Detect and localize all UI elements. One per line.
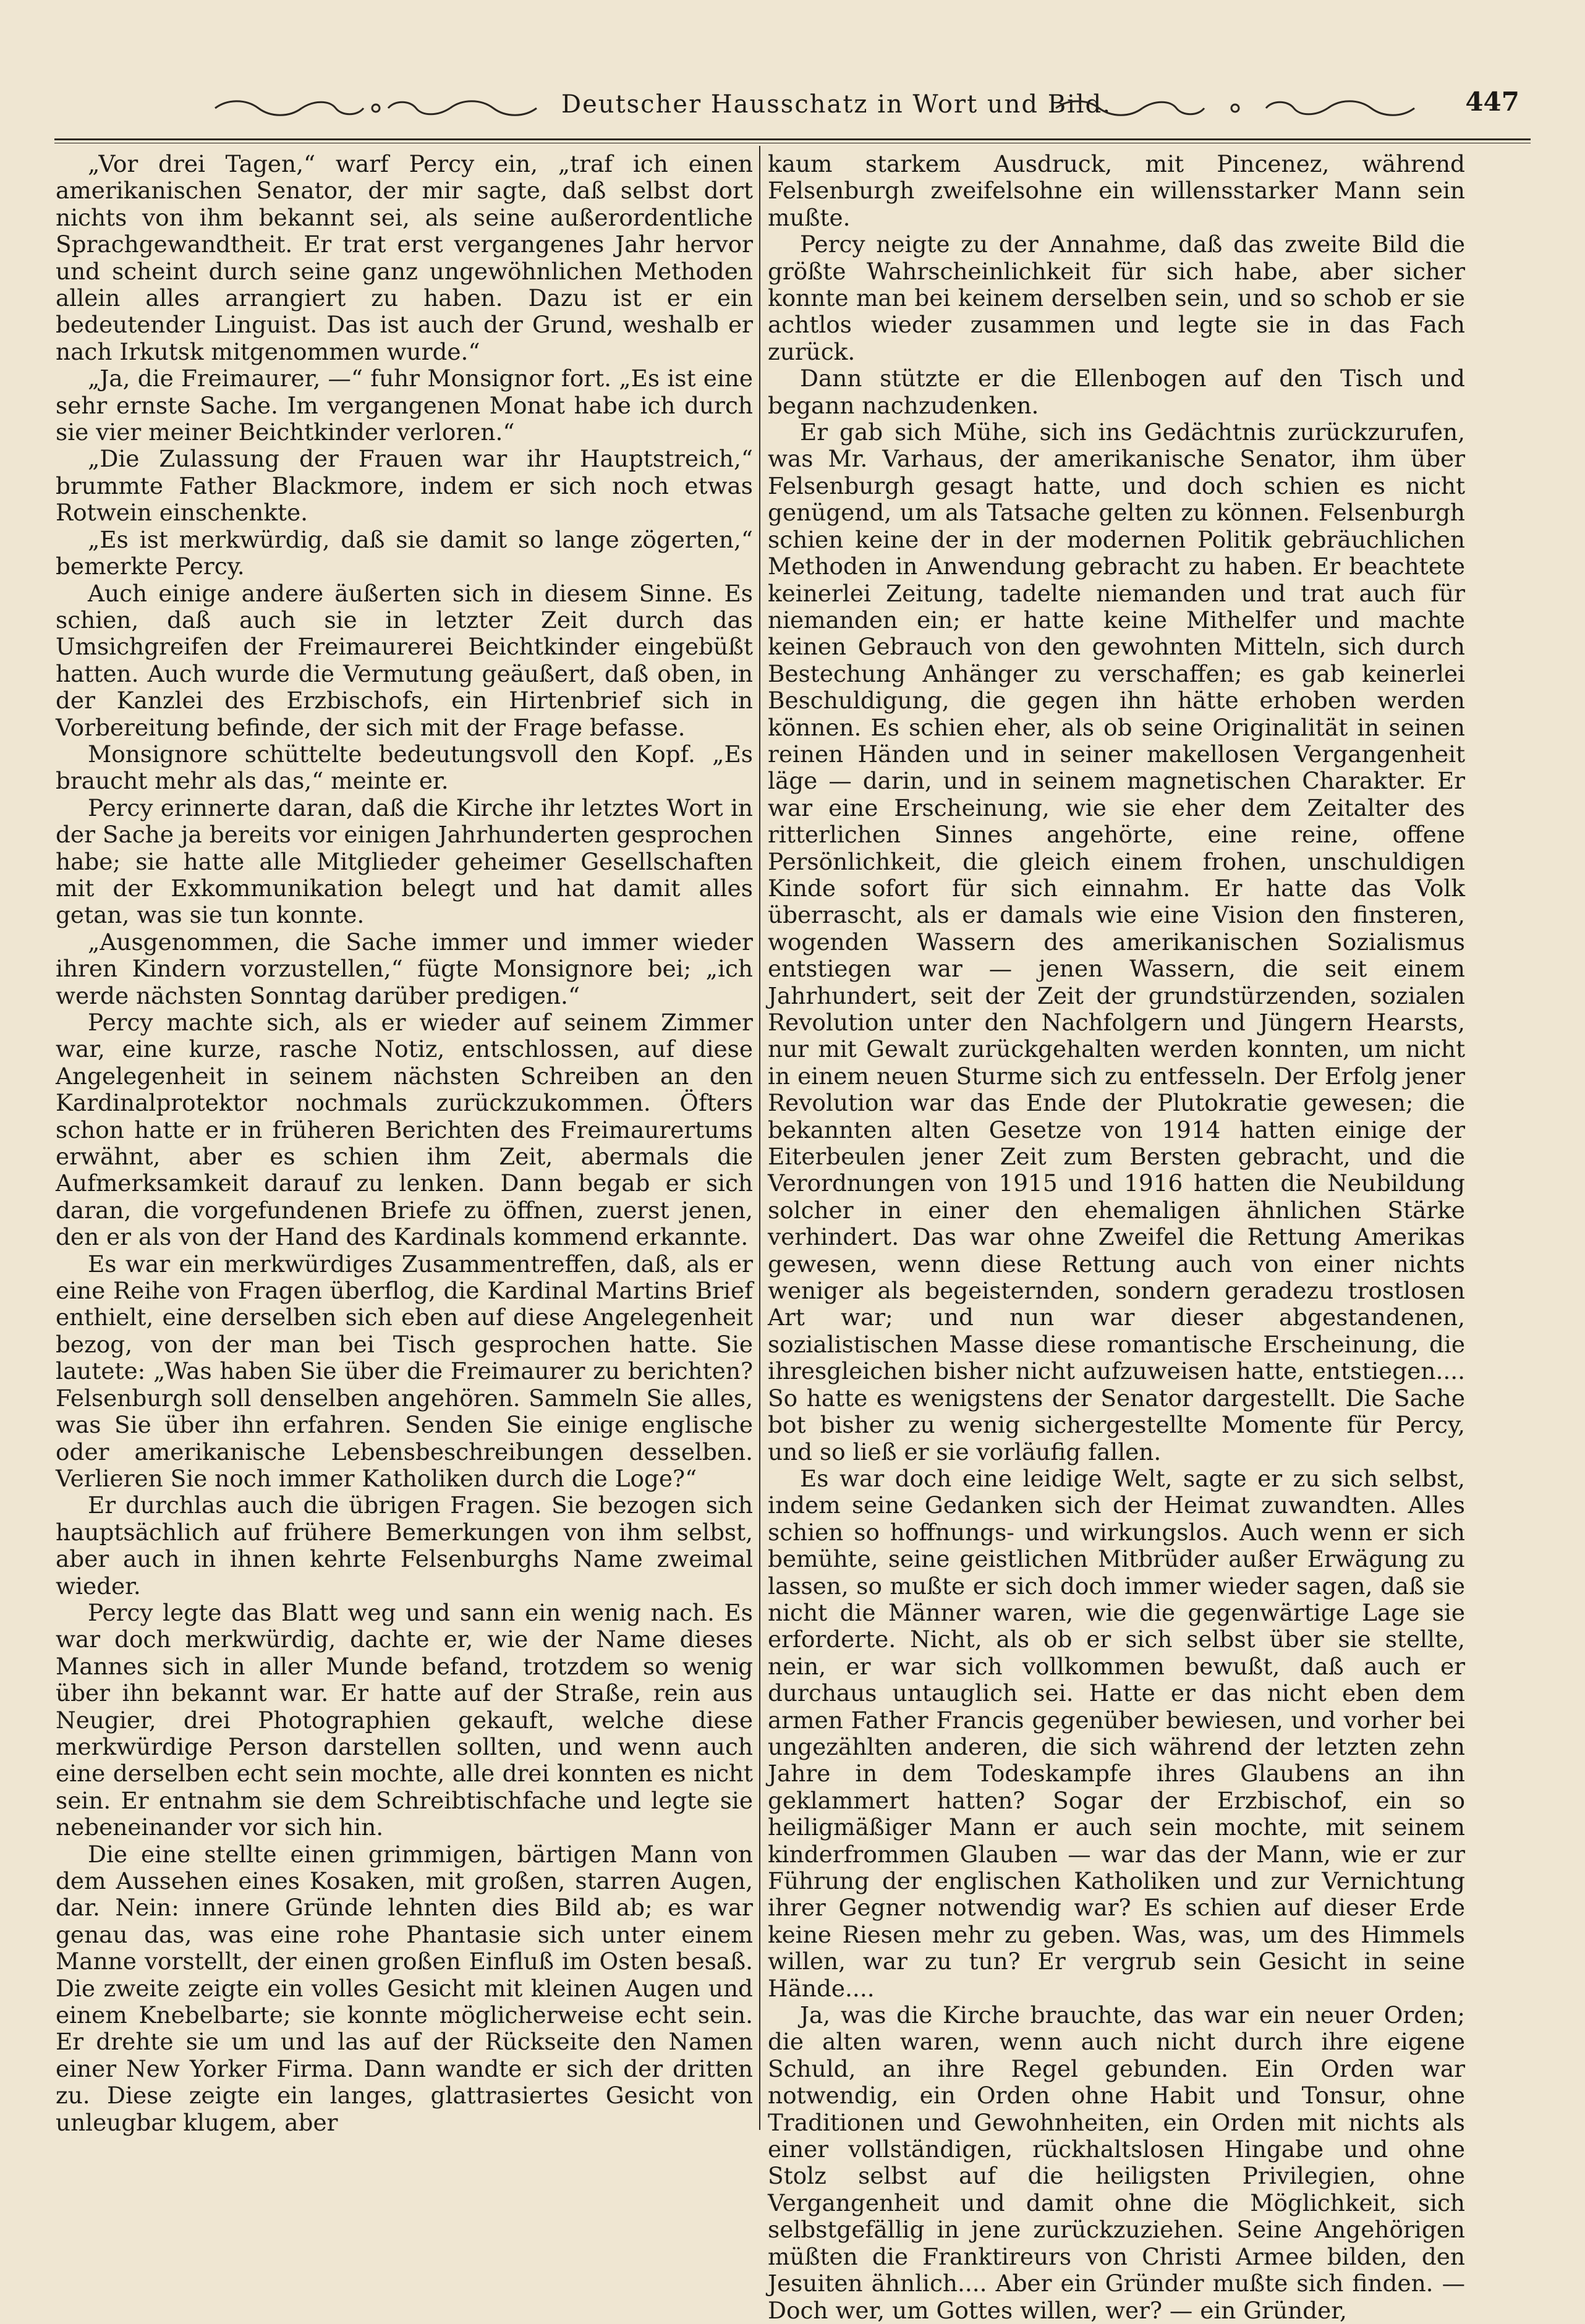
header-rule [54, 138, 1531, 140]
page-header [54, 87, 1531, 130]
paragraph: „Vor drei Tagen,“ warf Percy ein, „traf ich einen amerikanischen Senator, der mir sagte, daß selbst dort nichts von ihm bekannt sei, als seine außerordentliche Sprachgewandtheit. Er trat erst vergangenes Jahr hervor und scheint durch seine ganz ungewöhnlichen Methoden allein alles arrangiert zu haben. Dazu ist er ein bedeutender Linguist. Das ist auch der Grund, weshalb er nach Irkutsk mitgenommen wurde.“ [56, 150, 753, 365]
paragraph: „Es ist merkwürdig, daß sie damit so lange zögerten,“ bemerkte Percy. [56, 525, 753, 580]
page-number: 447 [1465, 87, 1519, 117]
right-column [768, 150, 1465, 2324]
paragraph: Er durchlas auch die übrigen Fragen. Sie bezogen sich hauptsächlich auf frühere Bemerkungen von ihm selbst, aber auch in ihnen kehrte Felsenburghs Name zweimal wieder. [56, 1491, 753, 1600]
paragraph: „Ausgenommen, die Sache immer und immer wieder ihren Kindern vorzustellen,“ fügte Monsignore bei; „ich werde nächsten Sonntag darüber predigen.“ [56, 928, 753, 1009]
paragraph: kaum starkem Ausdruck, mit Pincenez, während Felsenburgh zweifelsohne ein willensstarker Mann sein mußte. [768, 150, 1465, 231]
publication-title: Deutscher Hausschatz in Wort und Bild. [561, 90, 1112, 119]
paragraph: Percy legte das Blatt weg und sann ein wenig nach. Es war doch merkwürdig, dachte er, wie der Name dieses Mannes sich in aller Munde befand, trotzdem so wenig über ihn bekannt war. Er hatte auf der Straße, rein aus Neugier, drei Photographien gekauft, welche diese merkwürdige Person darstellen sollten, und wenn auch eine derselben echt sein mochte, alle drei konnten es nicht sein. Er entnahm sie dem Schreibtischfache und legte sie nebeneinander vor sich hin. [56, 1598, 753, 1841]
paragraph: Percy erinnerte daran, daß die Kirche ihr letztes Wort in der Sache ja bereits vor einigen Jahrhunderten gesprochen habe; sie hatte alle Mitglieder geheimer Gesellschaften mit der Exkommunikation belegt und hat damit alles getan, was sie tun konnte. [56, 794, 753, 929]
paragraph: Auch einige andere äußerten sich in diesem Sinne. Es schien, daß auch sie in letzter Zeit durch das Umsichgreifen der Freimaurerei Beichtkinder eingebüßt hatten. Auch wurde die Vermutung geäußert, daß oben, in der Kanzlei des Erzbischofs, ein Hirtenbrief sich in Vorbereitung befinde, der sich mit der Frage befasse. [56, 579, 753, 741]
paragraph: Percy neigte zu der Annahme, daß das zweite Bild die größte Wahrscheinlichkeit für sich habe, aber sicher konnte man bei keinem derselben sein, und so schob er sie achtlos wieder zusammen und legte sie in das Fach zurück. [768, 231, 1465, 365]
paragraph: Er gab sich Mühe, sich ins Gedächtnis zurückzurufen, was Mr. Varhaus, der amerikanische Senator, ihm über Felsenburgh gesagt hatte, und doch schien es nicht genügend, um als Tatsache gelten zu können. Felsenburgh schien keine der in der modernen Politik gebräuchlichen Methoden in Anwendung gebracht zu haben. Er beachtete keinerlei Zeitung, tadelte niemanden und trat auch für niemanden ein; er hatte keine Mithelfer und machte keinen Gebrauch von den gewohnten Mitteln, sich durch Bestechung Anhänger zu verschaffen; es gab keinerlei Beschuldigung, die gegen ihn hätte erhoben werden können. Es schien eher, als ob seine Originalität in seinen reinen Händen und in seiner makellosen Vergangenheit läge — darin, und in seinem magnetischen Charakter. Er war eine Erscheinung, wie sie eher dem Zeitalter des ritterlichen Sinnes angehörte, eine reine, offene Persönlichkeit, die gleich einem frohen, unschuldigen Kinde sofort für sich einnahm. Er hatte das Volk überrascht, als er damals wie eine Vision den finsteren, wogenden Wassern des amerikanischen Sozialismus entstiegen war — jenen Wassern, die seit einem Jahrhundert, seit der Zeit der grundstürzenden, sozialen Revolution unter den Nachfolgern und Jüngern Hearsts, nur mit Gewalt zurückgehalten werden konnten, um nicht in einem neuen Sturme sich zu entfesseln. Der Erfolg jener Revolution war das Ende der Plutokratie gewesen; die bekannten alten Gesetze von 1914 hatten einige der Eiterbeulen jener Zeit zum Bersten gebracht, und die Verordnungen von 1915 und 1916 hatten die Neubildung solcher in einer den ehemaligen ähnlichen Stärke verhindert. Das war ohne Zweifel die Rettung Amerikas gewesen, wenn diese Rettung auch von einer nichts weniger als begeisternden, sondern geradezu trostlosen Art war; und nun war dieser abgestandenen, sozialistischen Masse diese romantische Erscheinung, die ihresgleichen bisher nicht aufzuweisen hatte, entstiegen.... So hatte es wenigstens der Senator dargestellt. Die Sache bot bisher zu wenig sichergestellte Momente für Percy, und so ließ er sie vorläufig fallen. [768, 418, 1465, 1465]
paragraph: Percy machte sich, als er wieder auf seinem Zimmer war, eine kurze, rasche Notiz, entschlossen, auf diese Angelegenheit in seinem nächsten Schreiben an den Kardinalprotektor nochmals zurückzukommen. Öfters schon hatte er in früheren Berichten des Freimaurertums erwähnt, aber es schien ihm Zeit, abermals die Aufmerksamkeit darauf zu lenken. Dann begab er sich daran, die vorgefundenen Briefe zu öffnen, zuerst jenen, den er als von der Hand des Kardinals kommend erkannte. [56, 1009, 753, 1251]
paragraph: Monsignore schüttelte bedeutungsvoll den Kopf. „Es braucht mehr als das,“ meinte er. [56, 740, 753, 795]
paragraph: Ja, was die Kirche brauchte, das war ein neuer Orden; die alten waren, wenn auch nicht durch ihre eigene Schuld, an ihre Regel gebunden. Ein Orden war notwendig, ein Orden ohne Habit und Tonsur, ohne Traditionen und Gewohnheiten, ein Orden mit nichts als einer vollständigen, rückhaltslosen Hingabe und ohne Stolz selbst auf die heiligsten Privilegien, ohne Vergangenheit und damit ohne die Möglichkeit, sich selbstgefällig in jene zurückzuziehen. Seine Angehörigen müßten die Franktireurs von Christi Armee bilden, den Jesuiten ähnlich.... Aber ein Gründer mußte sich finden. — Doch wer, um Gottes willen, wer? — ein Gründer, [768, 2001, 1465, 2324]
paragraph: Dann stützte er die Ellenbogen auf den Tisch und begann nachzudenken. [768, 365, 1465, 419]
left-column [56, 150, 753, 2136]
ornament-right [1050, 98, 1421, 119]
paragraph: Die eine stellte einen grimmigen, bärtigen Mann von dem Aussehen eines Kosaken, mit großen, starren Augen, dar. Nein: innere Gründe lehnten dies Bild ab; es war genau das, was eine rohe Phantasie sich unter einem Manne vorstellt, der einen großen Einfluß im Osten besaß. Die zweite zeigte ein volles Gesicht mit kleinen Augen und einem Knebelbarte; sie konnte möglicherweise echt sein. Er drehte sie um und las auf der Rückseite den Namen einer New Yorker Firma. Dann wandte er sich der dritten zu. Diese zeigte ein langes, glattrasiertes Gesicht von unleugbar klugem, aber [56, 1840, 753, 2136]
paragraph: Es war doch eine leidige Welt, sagte er zu sich selbst, indem seine Gedanken sich der Heimat zuwandten. Alles schien so hoffnungs- und wirkungslos. Auch wenn er sich bemühte, seine geistlichen Mitbrüder außer Erwägung zu lassen, so mußte er sich doch immer wieder sagen, daß sie nicht die Männer waren, wie die gegenwärtige Lage sie erforderte. Nicht, als ob er sich selbst über sie stellte, nein, er war sich vollkommen bewußt, daß auch er durchaus untauglich sei. Hatte er das nicht eben dem armen Father Francis gegenüber bewiesen, und vorher bei ungezählten anderen, die sich während der letzten zehn Jahre in dem Todeskampfe ihres Glaubens an ihn geklammert hatten? Sogar der Erzbischof, ein so heiligmäßiger Mann er auch sein mochte, mit seinem kinderfrommen Glauben — war das der Mann, wie er zur Führung der englischen Katholiken und zur Vernichtung ihrer Gegner notwendig war? Es schien auf dieser Erde keine Riesen mehr zu geben. Was, was, um des Himmels willen, war zu tun? Er vergrub sein Gesicht in seine Hände.... [768, 1464, 1465, 2002]
paragraph: „Die Zulassung der Frauen war ihr Hauptstreich,“ brummte Father Blackmore, indem er sich noch etwas Rotwein einschenkte. [56, 445, 753, 527]
column-divider [759, 146, 760, 2130]
paragraph: „Ja, die Freimaurer, —“ fuhr Monsignor fort. „Es ist eine sehr ernste Sache. Im vergangenen Monat habe ich durch sie vier meiner Beichtkinder verloren.“ [56, 365, 753, 446]
paragraph: Es war ein merkwürdiges Zusammentreffen, daß, als er eine Reihe von Fragen überflog, die Kardinal Martins Brief enthielt, eine derselben sich eben auf diese Angelegenheit bezog, von der man bei Tisch gesprochen hatte. Sie lautete: „Was haben Sie über die Freimaurer zu berichten? Felsenburgh soll denselben angehören. Sammeln Sie alles, was Sie über ihn erfahren. Senden Sie einige englische oder amerikanische Lebensbeschreibungen desselben. Verlieren Sie noch immer Katholiken durch die Loge?“ [56, 1250, 753, 1492]
ornament-left [209, 98, 543, 119]
